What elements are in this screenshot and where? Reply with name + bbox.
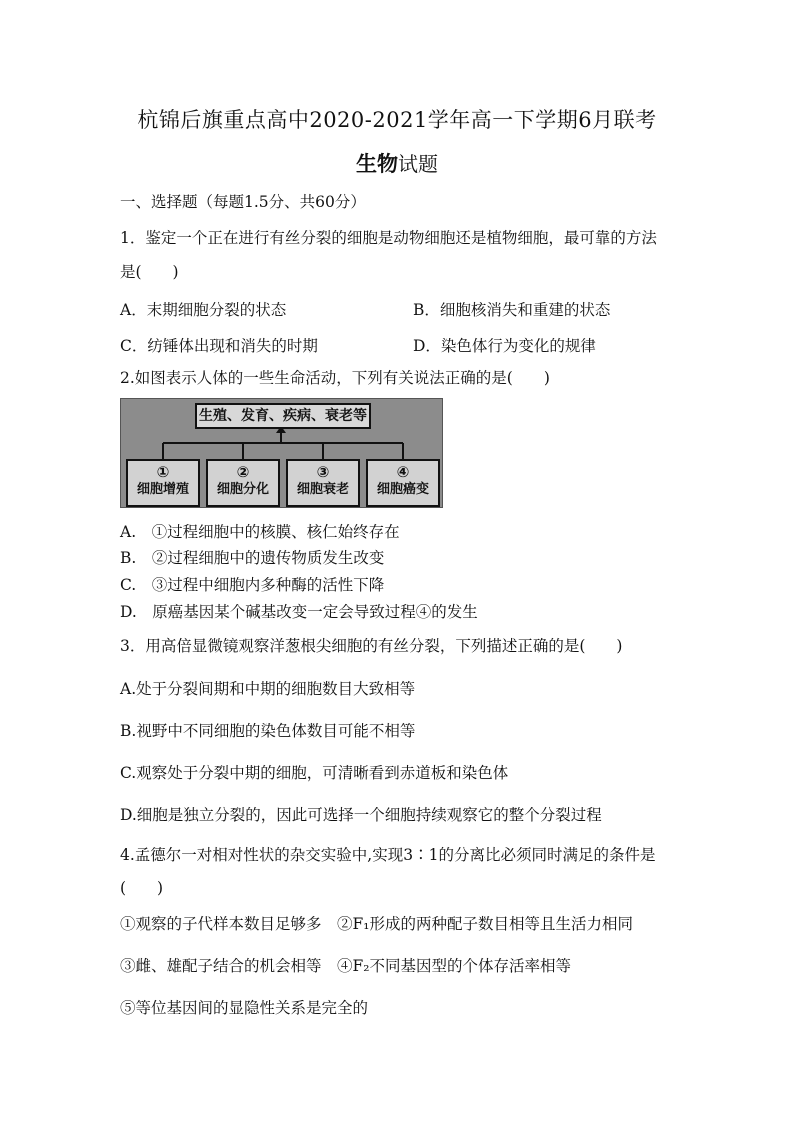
box-number: ④	[396, 463, 410, 481]
q4-stem-line1: 4.孟德尔一对相对性状的杂交实验中,实现3∶1的分离比必须同时满足的条件是	[120, 846, 656, 864]
box-label: 细胞增殖	[136, 482, 189, 497]
subject-name: 生物	[356, 151, 398, 176]
subject-suffix: 试题	[398, 152, 438, 176]
life-activities-diagram	[120, 398, 443, 508]
q1-option-d: D．染色体行为变化的规律	[413, 337, 596, 355]
box-number: ③	[316, 463, 330, 481]
q4-condition-1-2: ①观察的子代样本数目足够多 ②F₁形成的两种配子数目相等且生活力相同	[120, 915, 633, 933]
box-label: 细胞分化	[216, 482, 269, 497]
diagram-box-senescence	[286, 459, 360, 507]
q3-option-c: C.观察处于分裂中期的细胞，可清晰看到赤道板和染色体	[120, 764, 509, 782]
q3-option-d: D.细胞是独立分裂的，因此可选择一个细胞持续观察它的整个分裂过程	[120, 806, 602, 824]
box-number: ②	[236, 463, 250, 481]
q3-option-b: B.视野中不同细胞的染色体数目可能不相等	[120, 722, 416, 740]
box-label: 细胞癌变	[376, 482, 429, 497]
q4-condition-3-4: ③雌、雄配子结合的机会相等 ④F₂不同基因型的个体存活率相等	[120, 957, 571, 975]
exam-title: 杭锦后旗重点高中2020-2021学年高一下学期6月联考	[137, 108, 657, 132]
diagram-box-cancer	[366, 459, 440, 507]
q1-stem-line1: 1．鉴定一个正在进行有丝分裂的细胞是动物细胞还是植物细胞，最可靠的方法	[120, 229, 657, 247]
diagram-box-differentiation	[206, 459, 280, 507]
diagram-box-proliferation	[126, 459, 200, 507]
q2-option-a: A. ①过程细胞中的核膜、核仁始终存在	[120, 523, 400, 541]
section-heading: 一、选择题（每题1.5分、共60分）	[120, 193, 366, 211]
exam-subtitle	[0, 148, 794, 178]
diagram-top-box: 生殖、发育、疾病、衰老等	[195, 403, 371, 429]
q2-option-d: D. 原癌基因某个碱基改变一定会导致过程④的发生	[120, 603, 478, 621]
q1-option-b: B．细胞核消失和重建的状态	[413, 301, 611, 319]
q4-stem-line2: ( )	[120, 879, 164, 897]
q2-option-c: C. ③过程中细胞内多种酶的活性下降	[120, 576, 385, 594]
q1-stem-line2: 是( )	[120, 263, 179, 281]
q3-option-a: A.处于分裂间期和中期的细胞数目大致相等	[120, 680, 416, 698]
q3-stem: 3．用高倍显微镜观察洋葱根尖细胞的有丝分裂，下列描述正确的是( )	[120, 637, 623, 655]
box-number: ①	[156, 463, 170, 481]
q4-condition-5: ⑤等位基因间的显隐性关系是完全的	[120, 999, 369, 1017]
q1-option-c: C．纺锤体出现和消失的时期	[120, 337, 318, 355]
q1-option-a: A．末期细胞分裂的状态	[120, 301, 287, 319]
q2-stem: 2.如图表示人体的一些生命活动，下列有关说法正确的是( )	[120, 369, 550, 387]
box-label: 细胞衰老	[296, 482, 349, 497]
q2-option-b: B. ②过程细胞中的遗传物质发生改变	[120, 549, 385, 567]
